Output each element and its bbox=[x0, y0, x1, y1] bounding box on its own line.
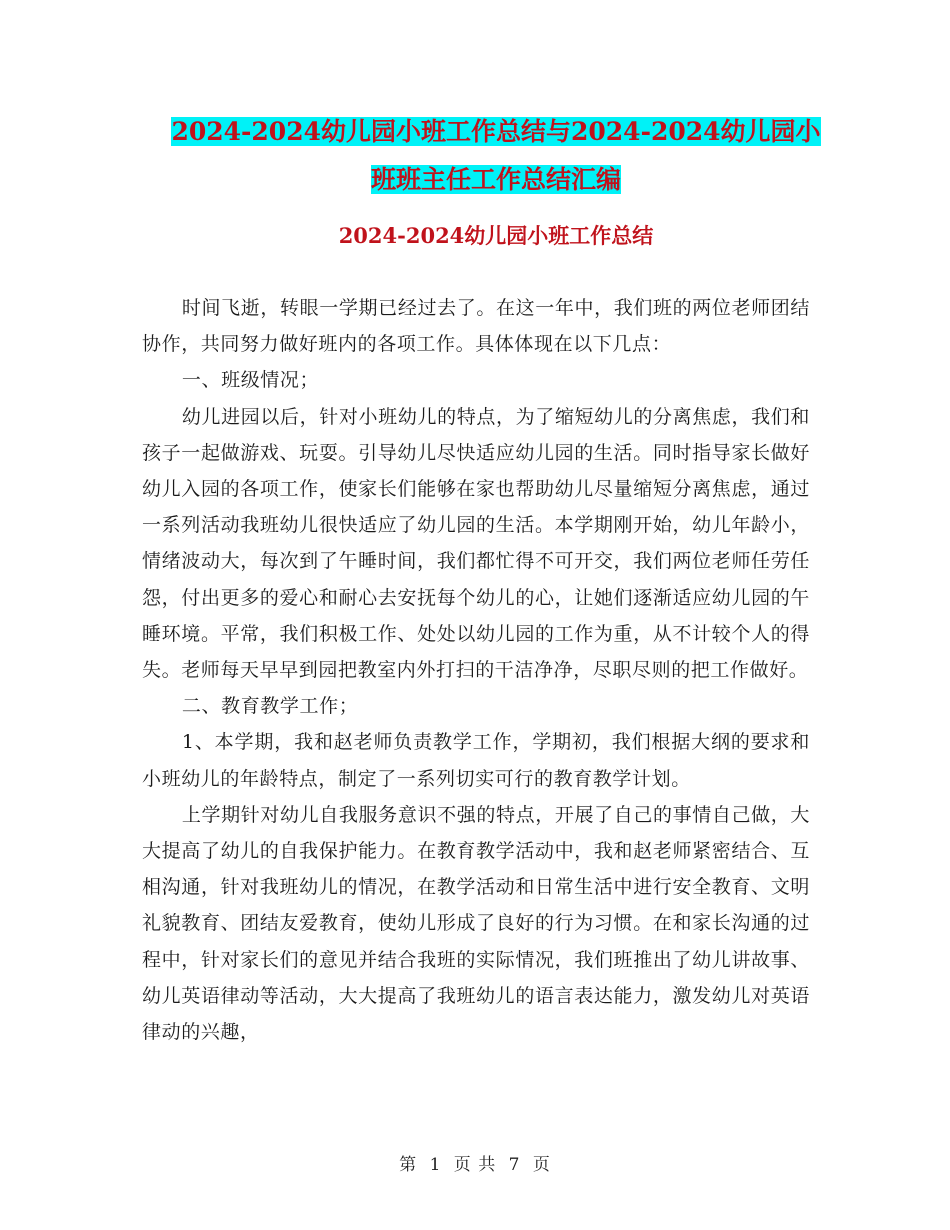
paragraph-teaching-plan: 1、本学期，我和赵老师负责教学工作，学期初，我们根据大纲的要求和小班幼儿的年龄特点，制定了一系列切实可行的教育教学计划。 bbox=[142, 731, 810, 790]
document-body bbox=[142, 290, 810, 1050]
footer-page-number: 1 bbox=[429, 1155, 442, 1175]
footer-suffix: 页 bbox=[532, 1155, 551, 1175]
document-title-line-2: 班班主任工作总结汇编 bbox=[370, 165, 621, 194]
footer-total-pages: 7 bbox=[508, 1155, 521, 1175]
footer-mid: 页 共 bbox=[453, 1155, 497, 1175]
paragraph-intro: 时间飞逝，转眼一学期已经过去了。在这一年中，我们班的两位老师团结协作，共同努力做好班内的各项工作。具体体现在以下几点： bbox=[142, 297, 810, 356]
heading-class-situation: 一、班级情况； bbox=[181, 369, 320, 392]
paragraph-teaching-activities: 上学期针对幼儿自我服务意识不强的特点，开展了自己的事情自己做，大大提高了幼儿的自我保护能力。在教育教学活动中，我和赵老师紧密结合、互相沟通，针对我班幼儿的情况，在教学活动和日常生活中进行安全教育、文明礼貌教育、团结友爱教育，使幼儿形成了良好的行为习惯。在和家长沟通的过程中，针对家长们的意见并结合我班的实际情况，我们班推出了幼儿讲故事、幼儿英语律动等活动，大大提高了我班幼儿的语言表达能力，激发幼儿对英语律动的兴趣， bbox=[142, 803, 810, 1044]
page-footer bbox=[0, 1150, 950, 1175]
document-title bbox=[140, 108, 852, 204]
section-title: 2024-2024幼儿园小班工作总结 bbox=[338, 223, 654, 248]
paragraph-class-situation: 幼儿进园以后，针对小班幼儿的特点，为了缩短幼儿的分离焦虑，我们和孩子一起做游戏、玩耍。引导幼儿尽快适应幼儿园的生活。同时指导家长做好幼儿入园的各项工作，使家长们能够在家也帮助幼儿尽量缩短分离焦虑，通过一系列活动我班幼儿很快适应了幼儿园的生活。本学期刚开始，幼儿年龄小，情绪波动大，每次到了午睡时间，我们都忙得不可开交，我们两位老师任劳任怨，付出更多的爱心和耐心去安抚每个幼儿的心，让她们逐渐适应幼儿园的午睡环境。平常，我们积极工作、处处以幼儿园的工作为重，从不计较个人的得失。老师每天早早到园把教室内外打扫的干洁净净，尽职尽则的把工作做好。 bbox=[142, 405, 810, 682]
heading-teaching-work: 二、教育教学工作； bbox=[181, 695, 359, 718]
document-title-line-1: 2024-2024幼儿园小班工作总结与2024-2024幼儿园小 bbox=[171, 117, 821, 146]
footer-prefix: 第 bbox=[399, 1155, 418, 1175]
